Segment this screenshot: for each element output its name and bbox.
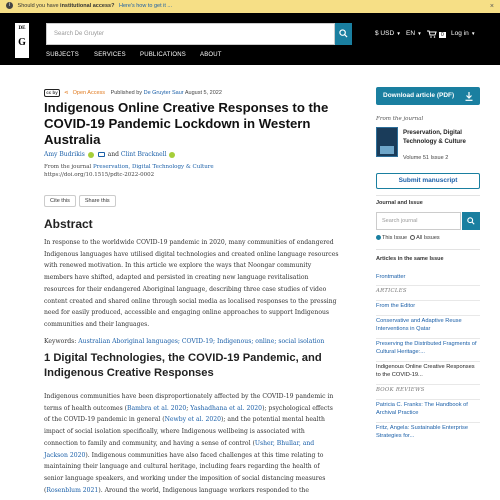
email-icon[interactable]	[98, 152, 105, 157]
divider	[376, 249, 480, 250]
body-text: ); psychological effects of the COVID-19 pandemic in general (	[44, 404, 333, 424]
list-category: ARTICLES	[376, 288, 480, 294]
list-item[interactable]: Patricia C. Franks: The Handbook of Archival Practice	[376, 402, 480, 417]
chevron-down-icon: ▼	[469, 31, 476, 36]
close-icon[interactable]: ×	[489, 3, 494, 10]
cc-license-badge[interactable]: cc by	[44, 89, 60, 97]
search-button[interactable]	[335, 23, 352, 45]
nav-publications[interactable]: PUBLICATIONS	[140, 52, 186, 58]
cart-count-badge: 0	[441, 31, 444, 38]
list-item[interactable]: Conservative and Adaptive Reuse Interventions in Qatar	[376, 318, 480, 333]
institutional-access-banner	[0, 0, 500, 13]
body-paragraph	[44, 391, 340, 496]
journal-link[interactable]: Preservation, Digital Technology & Culture	[93, 164, 214, 170]
site-header	[0, 13, 500, 65]
currency-selector[interactable]	[375, 30, 401, 37]
keywords-label: Keywords:	[44, 338, 77, 345]
list-item[interactable]: Preserving the Distributed Fragments of Cultural Heritage:...	[376, 341, 480, 356]
radio-all-issues[interactable]	[410, 235, 415, 240]
article-meta	[44, 88, 344, 98]
currency-label: $ USD	[375, 30, 395, 37]
article-title: Indigenous Online Creative Responses to the COVID-19 Pandemic Lockdown in Western Australia	[44, 100, 329, 147]
keywords-links[interactable]: Australian Aboriginal languages; COVID-19; Indigenous; online; social isolation	[78, 338, 325, 345]
article-actions	[44, 187, 119, 207]
citation-link[interactable]: Newby et al. 2020	[164, 416, 221, 424]
search-scope-radios	[376, 235, 440, 241]
list-category: BOOK REVIEWS	[376, 387, 480, 393]
journal-volume: Volume 51 Issue 2	[403, 155, 449, 161]
login-button[interactable]	[451, 30, 475, 37]
orcid-icon[interactable]	[169, 152, 175, 158]
published-by-prefix: Published by	[110, 90, 143, 96]
login-label: Log in	[451, 30, 469, 37]
doi-link[interactable]: https://doi.org/10.1515/pdtc-2022-0002	[44, 172, 155, 178]
author-link[interactable]: Amy Budrikis	[44, 151, 85, 158]
abstract-text: In response to the worldwide COVID-19 pandemic in 2020, many communities of endangered Indigenous languages have utilised digital technologies and created online language resources with renewed motivation. In this article we explore the ways that Noongar community members have shifted, adapted and persisted in creating new language revitalisation resources for their endangered Aboriginal language, describing three case studies of video content created and shared online through social media as localised responses to the pressing need for easily produced, accessible and engaging online approaches to support Indigenous communities and their languages.	[44, 239, 339, 328]
journal-cover-image[interactable]	[376, 127, 398, 157]
radio-this-issue-label: This Issue	[382, 235, 408, 241]
banner-prefix: Should you have	[17, 3, 59, 9]
author-link[interactable]: Clint Bracknell	[120, 151, 167, 158]
citation-link[interactable]: Yashadhana et al. 2020	[190, 404, 263, 412]
cart-button[interactable]	[427, 30, 446, 38]
list-item[interactable]: From the Editor	[376, 303, 480, 311]
publisher-link[interactable]: De Gruyter Saur	[143, 90, 184, 96]
body-text: ;	[186, 404, 191, 412]
de-gruyter-logo[interactable]	[15, 23, 29, 58]
language-selector[interactable]	[406, 30, 422, 37]
from-journal-prefix: From the journal	[44, 164, 92, 170]
publication-date: August 5, 2022	[184, 90, 222, 96]
search-icon	[467, 217, 475, 225]
cite-button[interactable]: Cite this	[44, 195, 76, 207]
search-input[interactable]	[46, 23, 335, 45]
citation-link[interactable]: Rosenblum 2021	[46, 486, 99, 494]
keywords	[44, 338, 340, 345]
author-and: and	[107, 151, 119, 158]
list-item[interactable]: Frontmatter	[376, 274, 406, 280]
nav-subjects[interactable]: SUBJECTS	[46, 52, 79, 58]
abstract-heading: Abstract	[44, 217, 93, 231]
download-icon	[465, 92, 473, 101]
section-heading: 1 Digital Technologies, the COVID-19 Pandemic, and Indigenous Creative Responses	[44, 352, 322, 379]
body-text: Indigenous communities have been disproportionately affected by the COVID-19 pandemic in terms of health outcomes (	[44, 393, 334, 412]
share-button[interactable]: Share this	[79, 195, 116, 207]
banner-link[interactable]: Here's how to get it ...	[118, 3, 173, 9]
nav-services[interactable]: SERVICES	[94, 52, 126, 58]
nav-about[interactable]: ABOUT	[200, 52, 222, 58]
cart-icon	[427, 30, 437, 38]
body-text: ); and the potential mental health impact of social isolation specifically, where Indigenous wellbeing is associated with connection to family and community, and having a sense of control (	[44, 416, 325, 447]
radio-this-issue[interactable]	[376, 235, 381, 240]
same-issue-label: Articles in the same Issue	[376, 256, 444, 262]
from-journal-label: From the journal	[376, 116, 424, 122]
chevron-down-icon: ▼	[416, 31, 422, 36]
info-icon: i	[6, 2, 13, 9]
divider	[376, 195, 480, 196]
journal-search-input[interactable]	[376, 212, 461, 230]
journal-search-button[interactable]	[462, 212, 480, 230]
download-label: Download article (PDF)	[383, 92, 455, 99]
journal-search-placeholder: Search journal	[382, 218, 418, 224]
list-item[interactable]: Fritz, Angela: Sustainable Enterprise Strategies for...	[376, 425, 480, 440]
citation-link[interactable]: Bambra et al. 2020	[127, 404, 187, 412]
author-list	[44, 151, 176, 158]
journal-title[interactable]: Preservation, Digital Technology & Culture	[403, 129, 466, 145]
language-label: EN	[406, 30, 416, 37]
banner-bold: institutional access?	[60, 3, 115, 9]
journal-info	[44, 163, 214, 179]
radio-all-issues-label: All Issues	[416, 235, 440, 241]
chevron-down-icon: ▼	[395, 31, 401, 36]
journal-issue-label: Journal and Issue	[376, 200, 423, 206]
logo-top: DE	[18, 26, 26, 31]
logo-letter: G	[18, 37, 26, 48]
search-placeholder: Search De Gruyter	[54, 31, 105, 37]
body-text: ). Indigenous communities have also faced challenges at this time relating to maintaining their language and cultural heritage, including fears regarding the health of senior language speakers, and working under the imposition of social distancing measures (	[44, 451, 326, 494]
download-pdf-button[interactable]	[376, 87, 480, 105]
citation-link[interactable]: Usher, Bhullar, and Jackson 2020	[44, 439, 315, 459]
search-icon	[339, 29, 348, 38]
list-item-current[interactable]: Indigenous Online Creative Responses to the COVID-19...	[376, 364, 480, 379]
open-access-icon: ⋖	[64, 90, 69, 96]
open-access-label: Open Access	[72, 90, 106, 96]
body-text: ). Around the world, Indigenous language workers responded to the	[98, 486, 309, 494]
orcid-icon[interactable]	[88, 152, 94, 158]
submit-manuscript-button[interactable]: Submit manuscript	[376, 173, 480, 189]
